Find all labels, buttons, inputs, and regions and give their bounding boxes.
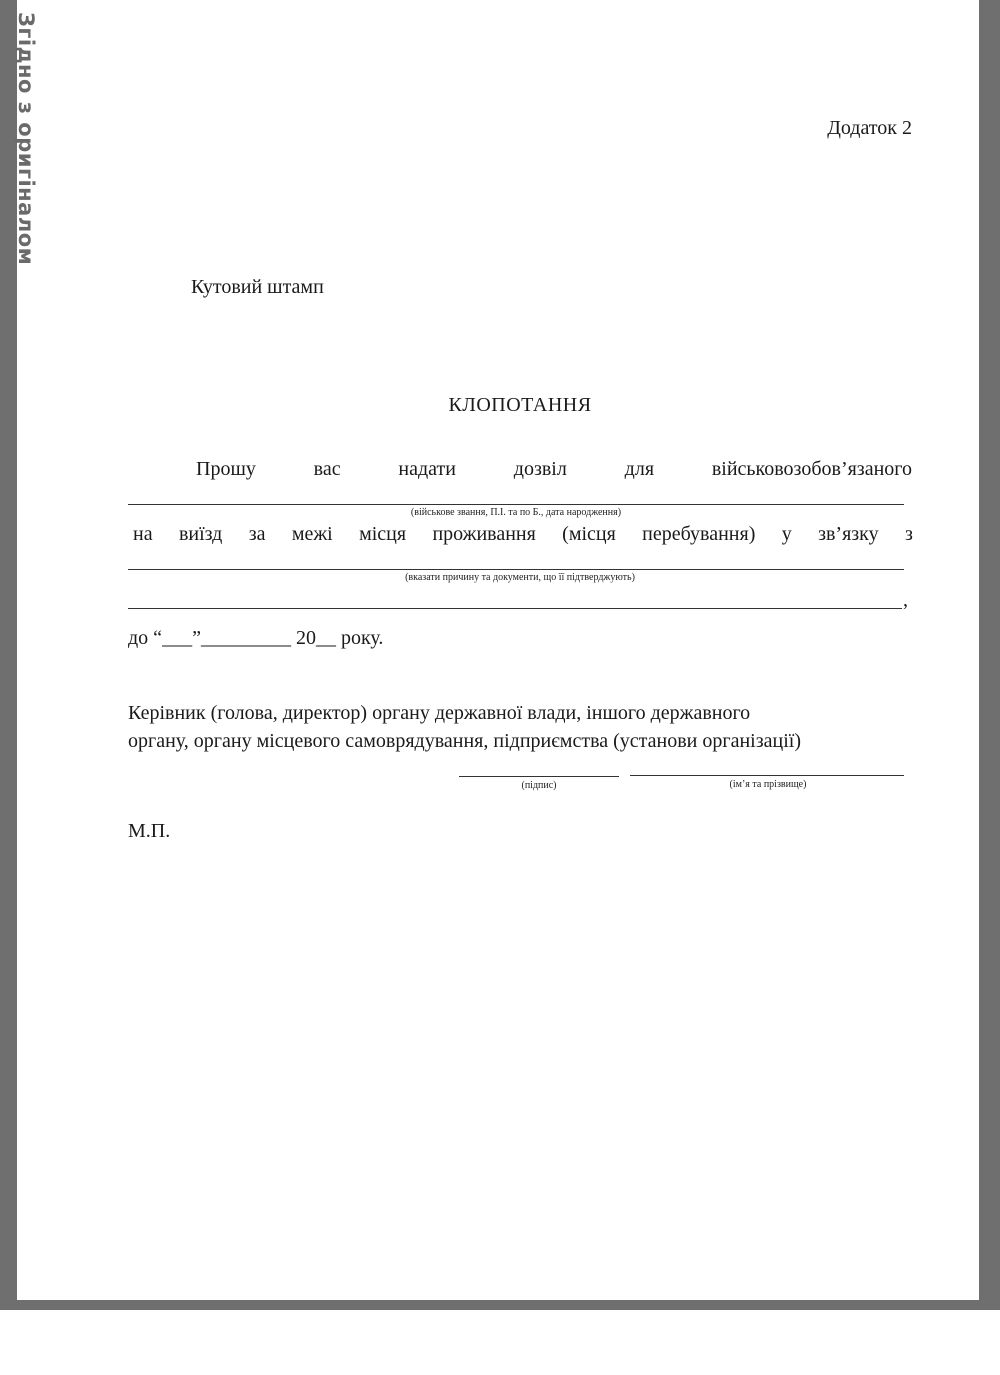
month-blank[interactable]: _________ [200,627,291,649]
request-word: вас [313,458,341,480]
signature-caption: (підпис) [521,780,557,791]
travel-word: з [904,523,913,545]
travel-line [133,523,913,546]
seal-place-label: М.П. [128,820,171,842]
travel-word: (місця [562,523,616,545]
travel-word: проживання [432,523,536,545]
valid-until-line [128,627,383,650]
request-word: військовозобов’язаного [711,458,912,480]
name-caption: (ім’я та прізвище) [729,779,807,790]
travel-word: перебування) [642,523,756,545]
head-title-line-2: органу, органу місцевого самоврядування, підприємства (установи організації) [128,730,801,752]
person-fill-line[interactable] [128,504,904,505]
signature-fill-line[interactable] [459,776,619,777]
until-year: 20__ року. [290,627,384,649]
person-caption: (військове звання, П.І. та по Б., дата народження) [410,507,622,518]
request-word: Прошу [196,458,256,480]
certified-copy-stamp: Згідно з оригіналом [14,12,38,266]
travel-word: у [781,523,792,545]
name-fill-line[interactable] [630,775,904,776]
annex-label: Додаток 2 [827,117,912,139]
request-word: дозвіл [513,458,567,480]
travel-word: на [133,523,153,545]
request-word: надати [398,458,456,480]
day-blank[interactable]: ___ [162,627,193,649]
head-title-line-1: Керівник (голова, директор) органу державної влади, іншого державного [128,702,751,724]
document-sheet [17,0,979,1300]
reason-caption: (вказати причину та документи, що її підтверджують) [405,572,635,583]
travel-word: місця [359,523,407,545]
request-line [128,458,912,481]
corner-stamp-label: Кутовий штамп [191,276,324,298]
request-word: для [624,458,655,480]
document-title: КЛОПОТАННЯ [448,394,592,416]
travel-word: межі [291,523,333,545]
reason-comma: , [903,589,908,611]
until-prefix: до “ [128,627,163,649]
reason-continue-line[interactable] [128,608,902,609]
reason-fill-line[interactable] [128,569,904,570]
travel-word: зв’язку [818,523,879,545]
travel-word: виїзд [178,523,223,545]
until-quote: ” [192,627,201,649]
travel-word: за [248,523,266,545]
